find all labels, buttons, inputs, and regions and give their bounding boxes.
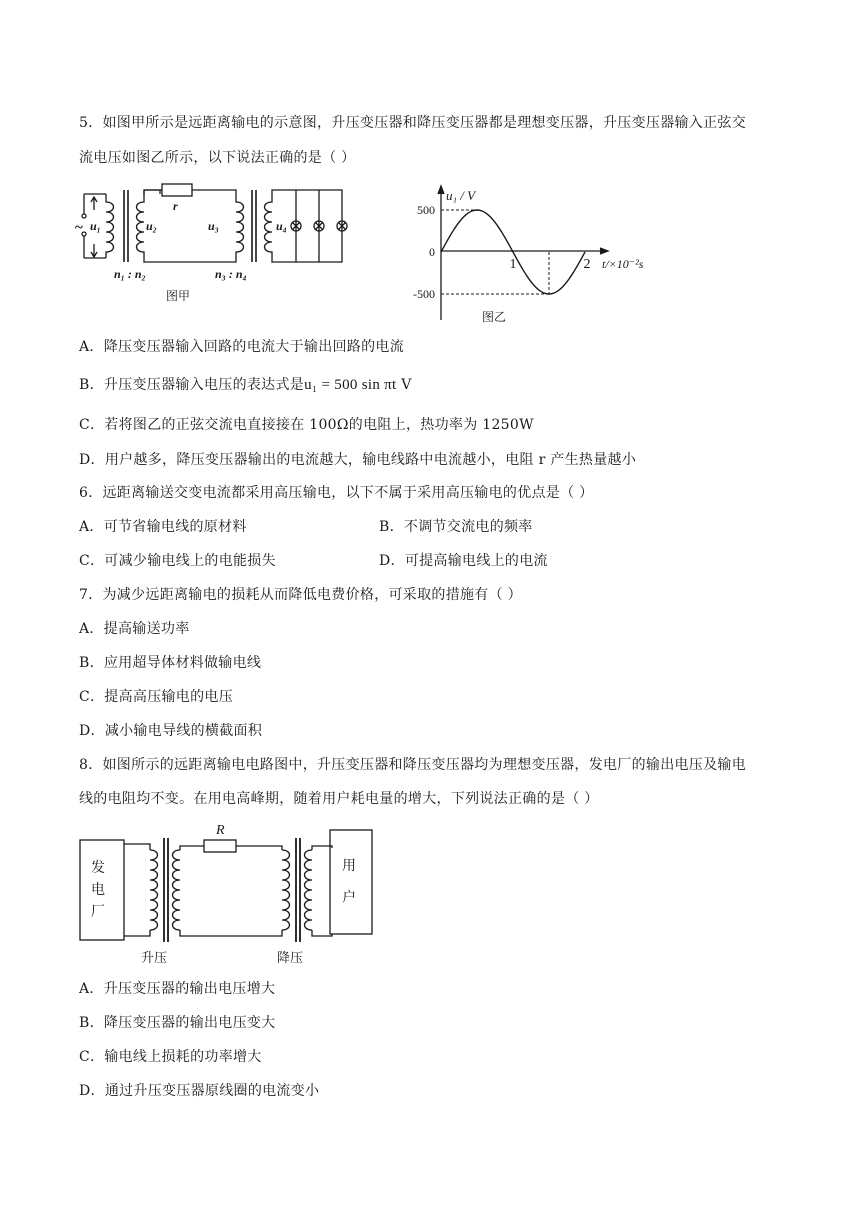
chart-ylabel: u₁ / V <box>446 188 476 203</box>
fig-a-u3: u₃ <box>208 219 219 233</box>
chart-series-line <box>441 210 585 294</box>
q5-figure-a <box>72 180 362 310</box>
q8-user-1: 用 <box>342 859 356 874</box>
q6-stem: 6．远距离输送交变电流都采用高压输电，以下不属于采用高压输电的优点是（ ） <box>79 485 594 501</box>
chart-y-arrow <box>438 186 444 194</box>
q8-stem-line1: 8．如图所示的远距离输电电路图中，升压变压器和降压变压器均为理想变压器，发电厂的输出电压及输电 <box>79 757 747 773</box>
q8-fig-R: R <box>216 823 225 838</box>
q7-stem: 7．为减少远距离输电的损耗从而降低电费价格，可采取的措施有（ ） <box>79 587 522 603</box>
q6-option-c: C．可减少输电线上的电能损失 <box>79 553 276 569</box>
fig-a-ratio2: n₃ : n₄ <box>215 267 247 281</box>
chart-x-arrow <box>600 248 608 254</box>
fig-b-caption: 图乙 <box>482 310 507 324</box>
chart-y-tick-label: -500 <box>413 287 435 301</box>
q8-plant-3: 厂 <box>91 905 105 920</box>
q5-stem-line2: 流电压如图乙所示，以下说法正确的是（ ） <box>79 150 356 166</box>
chart-xlabel: t/×10⁻²s <box>602 257 644 271</box>
q8-user-2: 户 <box>342 891 356 906</box>
q8-option-d: D．通过升压变压器原线圈的电流变小 <box>79 1083 320 1099</box>
q5-option-a: A．降压变压器输入回路的电流大于输出回路的电流 <box>79 339 405 355</box>
fig-a-tilde: ~ <box>75 220 83 236</box>
q6-option-a: A．可节省输电线的原材料 <box>79 519 247 535</box>
q8-option-b: B．降压变压器的输出电压变大 <box>79 1015 276 1031</box>
q5-option-b-formula: u₁ = 500 sin πt <box>304 377 397 393</box>
q8-step-down: 降压 <box>277 950 304 965</box>
q8-option-c: C．输电线上损耗的功率增大 <box>79 1049 262 1065</box>
fig-a-r: r <box>173 199 178 213</box>
chart-y-tick-label: 0 <box>429 245 435 259</box>
user-box <box>330 830 372 934</box>
q8-figure <box>76 818 376 970</box>
q8-plant-2: 电 <box>91 883 105 898</box>
q5-option-c: C．若将图乙的正弦交流电直接接在 100Ω的电阻上，热功率为 1250W <box>79 417 534 433</box>
q8-stem-line2: 线的电阻均不变。在用电高峰期，随着用户耗电量的增大，下列说法正确的是（ ） <box>79 791 599 807</box>
resistor-R <box>204 840 236 852</box>
fig-a-caption: 图甲 <box>166 289 191 303</box>
q5-option-d: D．用户越多，降压变压器输出的电流越大，输电线路中电流越小，电阻 r 产生热量越小 <box>79 452 637 468</box>
q8-plant-1: 发 <box>91 861 105 876</box>
fig-a-u4: u₄ <box>276 219 287 233</box>
fig-a-ratio1: n₁ : n₂ <box>114 267 146 281</box>
q5-option-b-prefix: B．升压变压器输入电压的表达式是 <box>79 377 305 393</box>
fig-a-u1: u₁ <box>90 219 101 233</box>
chart-x-tick-label: 1 <box>509 257 517 272</box>
q8-option-a: A．升压变压器的输出电压增大 <box>79 981 276 997</box>
q5-option-b <box>79 376 412 394</box>
q7-option-c: C．提高高压输电的电压 <box>79 689 234 705</box>
chart-y-tick-label: 500 <box>417 203 435 217</box>
q5-stem-line1: 5．如图甲所示是远距离输电的示意图，升压变压器和降压变压器都是理想变压器，升压变压器输入正弦交 <box>79 115 747 131</box>
q8-step-up: 升压 <box>141 950 168 965</box>
q7-option-b: B．应用超导体材料做输电线 <box>79 655 262 671</box>
q7-option-a: A．提高输送功率 <box>79 621 190 637</box>
fig-a-u2: u₂ <box>146 219 157 233</box>
q5-option-b-suffix: V <box>396 377 412 393</box>
q6-option-b: B．不调节交流电的频率 <box>379 519 533 535</box>
q7-option-d: D．减小输电导线的横截面积 <box>79 723 263 739</box>
q6-option-d: D．可提高输电线上的电流 <box>379 553 548 569</box>
q5-figure-b-chart <box>398 180 668 328</box>
chart-x-tick-label: 2 <box>583 257 591 272</box>
